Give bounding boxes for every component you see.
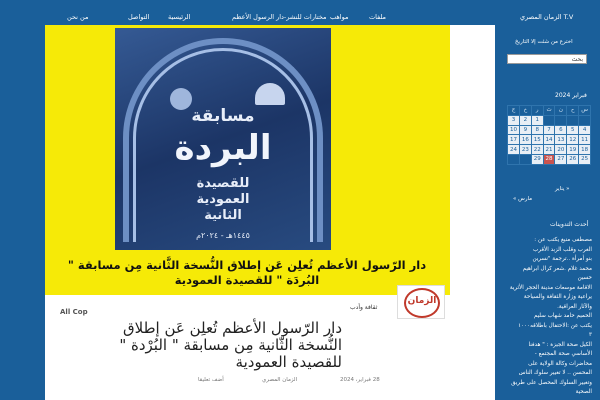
- calendar-week: [508, 154, 591, 164]
- calendar-day: [579, 115, 591, 125]
- recent-post-line[interactable]: الأساسي صحة المجتمع -: [534, 351, 592, 357]
- poster-year: ١٤٤٥هـ - ٢٠٢٤م: [196, 231, 250, 240]
- calendar-day: [567, 115, 579, 125]
- calendar-weekdays: [508, 106, 591, 116]
- calendar-day[interactable]: 18: [579, 145, 591, 155]
- calendar-day[interactable]: 2: [519, 115, 531, 125]
- recent-post-line[interactable]: يكتب عن :الاحتفال باطلاقه١٠٠٠: [518, 322, 592, 329]
- nav-item-contact[interactable]: التواصل: [128, 13, 150, 21]
- calendar-day[interactable]: 19: [567, 145, 579, 155]
- recent-post-line[interactable]: بنو أمرأة ..ترجمة "نسرين: [532, 256, 592, 262]
- recent-post-line[interactable]: الكيل صحة الجيزة : " هدفنا: [528, 341, 592, 348]
- calendar-prev-link[interactable]: « يناير: [555, 186, 570, 192]
- recent-post-line[interactable]: الحميم حامد شهاب سليم: [533, 313, 592, 319]
- poster-title-2: البردة: [174, 128, 272, 168]
- calendar-day[interactable]: 15: [531, 135, 543, 145]
- calendar-day[interactable]: 3: [508, 115, 520, 125]
- calendar-day[interactable]: 20: [555, 145, 567, 155]
- recent-post-line[interactable]: ٣: [588, 332, 592, 338]
- dome-icon: [255, 83, 285, 105]
- recent-post-line[interactable]: الصحية: [575, 389, 592, 395]
- recent-post-line[interactable]: يراعية وزارة الثقافة والسياحة: [523, 294, 592, 300]
- calendar-day[interactable]: 1: [531, 115, 543, 125]
- calendar-day[interactable]: 24: [508, 145, 520, 155]
- recent-post-line[interactable]: مصطفى منيغ يكتب عن :: [534, 237, 592, 243]
- post-category[interactable]: ثقافة وأدب: [350, 304, 378, 311]
- weekday: ح: [567, 106, 579, 116]
- calendar-title: فبراير 2024: [555, 92, 587, 99]
- search-hint: اخترع من شئت إلا التاريخ: [515, 39, 573, 45]
- post-author[interactable]: الزمان المصري: [262, 377, 298, 383]
- search-input[interactable]: [507, 54, 587, 64]
- calendar-day: [508, 154, 520, 164]
- recent-post-line[interactable]: الاقامة موسعات مدينة الحجر الأثرية: [509, 284, 592, 291]
- calendar-day[interactable]: 14: [543, 135, 555, 145]
- calendar: [507, 105, 591, 165]
- nav-item-talents[interactable]: مواهب: [330, 13, 349, 21]
- site-logo: [397, 285, 445, 319]
- calendar-day[interactable]: 21: [543, 145, 555, 155]
- weekday: خ: [519, 106, 531, 116]
- calendar-day[interactable]: 7: [543, 125, 555, 135]
- poster-sub-1: للقصيدة: [196, 176, 250, 191]
- calendar-day[interactable]: 8: [531, 125, 543, 135]
- calendar-week: [508, 145, 591, 155]
- post-title[interactable]: دار الرّسول الأعظم تُعلِن عَن إطلاق النُّسخة الثّانية مِن مسابقة " البُرْدة " للقصيدة العمودية: [119, 319, 342, 371]
- calendar-day[interactable]: 23: [519, 145, 531, 155]
- calendar-day-today[interactable]: 28: [543, 154, 555, 164]
- post-date[interactable]: 28 فبراير، 2024: [340, 377, 380, 383]
- calendar-day[interactable]: 10: [508, 125, 520, 135]
- weekday: ج: [508, 106, 520, 116]
- nav-item-tv[interactable]: T.V الزمان المصري: [520, 13, 574, 21]
- recent-post-line[interactable]: وتغيير السلوك المحصل على طريق: [511, 379, 592, 386]
- calendar-day[interactable]: 22: [531, 145, 543, 155]
- calendar-day[interactable]: 26: [567, 154, 579, 164]
- weekday: ن: [555, 106, 567, 116]
- calendar-week: [508, 115, 591, 125]
- banner-headline: دار الرّسول الأعظم تُعلِن عَن إطلاق النُّسخة الثَّانية مِن مسابقة " البُردَة " للقصيدة العمودية: [67, 258, 427, 287]
- calendar-day[interactable]: 9: [519, 125, 531, 135]
- nav-item-about[interactable]: من نحن: [67, 13, 89, 21]
- recent-post-line[interactable]: الغرب وقلب الزبد الأقرب: [533, 246, 592, 253]
- calendar-day[interactable]: 29: [531, 154, 543, 164]
- calendar-next-link[interactable]: مارس »: [513, 196, 533, 202]
- calendar-day[interactable]: 16: [519, 135, 531, 145]
- weekday: ث: [543, 106, 555, 116]
- poster-sub-2: العمودية: [196, 192, 250, 207]
- calendar-day[interactable]: 11: [579, 135, 591, 145]
- calendar-day[interactable]: 5: [567, 125, 579, 135]
- nav-item-selections[interactable]: مختارات للنشر-دار الرسول الأعظم: [232, 13, 327, 21]
- competition-poster: [115, 28, 331, 250]
- calendar-day[interactable]: 13: [555, 135, 567, 145]
- weekday: س: [579, 106, 591, 116]
- nav-item-files[interactable]: ملفات: [369, 13, 387, 21]
- recent-post-line[interactable]: حسين: [577, 275, 592, 281]
- recent-post-line[interactable]: محمد غلام .شعر كرال ابراهيم: [522, 265, 592, 272]
- calendar-day[interactable]: 25: [579, 154, 591, 164]
- search-placeholder: بحث: [571, 56, 583, 63]
- recent-post-line[interactable]: والآثار العراقية.: [557, 303, 592, 310]
- poster-sub-3: الثانية: [204, 208, 242, 223]
- recent-post-line[interactable]: محاضرات وكالة الولاية على: [528, 360, 592, 367]
- copyright-fragment: All Cop: [60, 308, 88, 316]
- calendar-week: [508, 135, 591, 145]
- calendar-day: [543, 115, 555, 125]
- calendar-day[interactable]: 27: [555, 154, 567, 164]
- calendar-day[interactable]: 12: [567, 135, 579, 145]
- logo-text: الزمان: [407, 296, 437, 306]
- calendar-day: [555, 115, 567, 125]
- nav-item-home[interactable]: الرئيسية: [168, 13, 191, 21]
- calendar-day[interactable]: 6: [555, 125, 567, 135]
- calendar-week: [508, 125, 591, 135]
- recent-posts-title: أحدث التدوينات: [550, 221, 589, 228]
- calendar-day[interactable]: 17: [508, 135, 520, 145]
- recent-post-line[interactable]: المحسن .. لا تغيير سلوك الناس: [518, 370, 592, 376]
- calendar-day: [519, 154, 531, 164]
- calendar-day[interactable]: 4: [579, 125, 591, 135]
- poster-title-1: مسابقة: [191, 106, 255, 126]
- post-comment-link[interactable]: أضف تعليقا: [198, 377, 224, 383]
- weekday: ر: [531, 106, 543, 116]
